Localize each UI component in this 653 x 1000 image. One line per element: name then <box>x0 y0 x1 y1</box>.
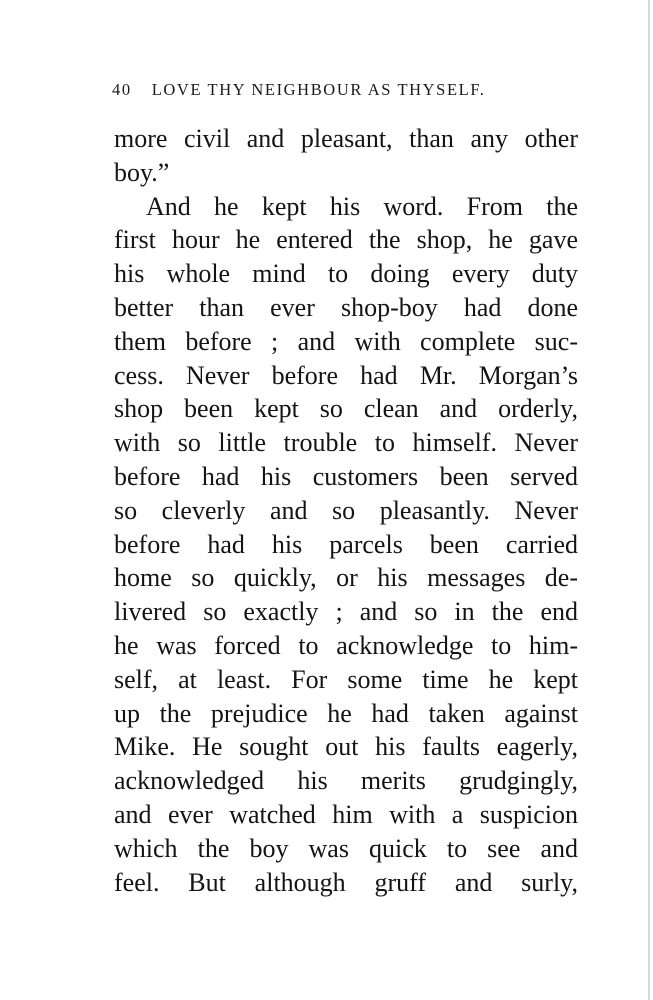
text-line: feel. But although gruff and surly, <box>114 867 578 897</box>
text-line: livered so exactly ; and so in the end <box>114 597 578 627</box>
text-line: more civil and pleasant, than any other <box>114 124 578 153</box>
page-number: 40 <box>112 80 132 99</box>
text-line: first hour he entered the shop, he gave <box>114 225 578 255</box>
text-line: And he kept his word. From the <box>146 191 578 221</box>
text-line: so cleverly and so pleasantly. Never <box>114 495 578 525</box>
running-header <box>112 80 582 106</box>
text-line: boy.” <box>114 157 170 187</box>
text-line: them before ; and with complete suc- <box>114 326 578 356</box>
page-edge-shadow <box>648 0 650 1000</box>
text-line: with so little trouble to himself. Never <box>114 428 578 458</box>
text-line: acknowledged his merits grudgingly, <box>114 766 578 796</box>
text-line: he was forced to acknowledge to him- <box>114 630 578 660</box>
text-line: before had his parcels been carried <box>114 529 578 559</box>
text-line: his whole mind to doing every duty <box>114 259 578 289</box>
body-text <box>114 122 578 899</box>
text-line: Mike. He sought out his faults eagerly, <box>114 732 578 762</box>
text-line: and ever watched him with a suspicion <box>114 799 578 829</box>
text-line: self, at least. For some time he kept <box>114 664 578 694</box>
text-line: home so quickly, or his messages de- <box>114 563 578 593</box>
text-line: cess. Never before had Mr. Morgan’s <box>114 360 578 390</box>
text-line: before had his customers been served <box>114 461 578 491</box>
running-title: LOVE THY NEIGHBOUR AS THYSELF. <box>151 80 486 99</box>
text-line: shop been kept so clean and orderly, <box>114 394 578 424</box>
text-line: which the boy was quick to see and <box>114 833 578 863</box>
text-line: better than ever shop-boy had done <box>114 292 578 322</box>
text-line: up the prejudice he had taken against <box>114 698 578 728</box>
